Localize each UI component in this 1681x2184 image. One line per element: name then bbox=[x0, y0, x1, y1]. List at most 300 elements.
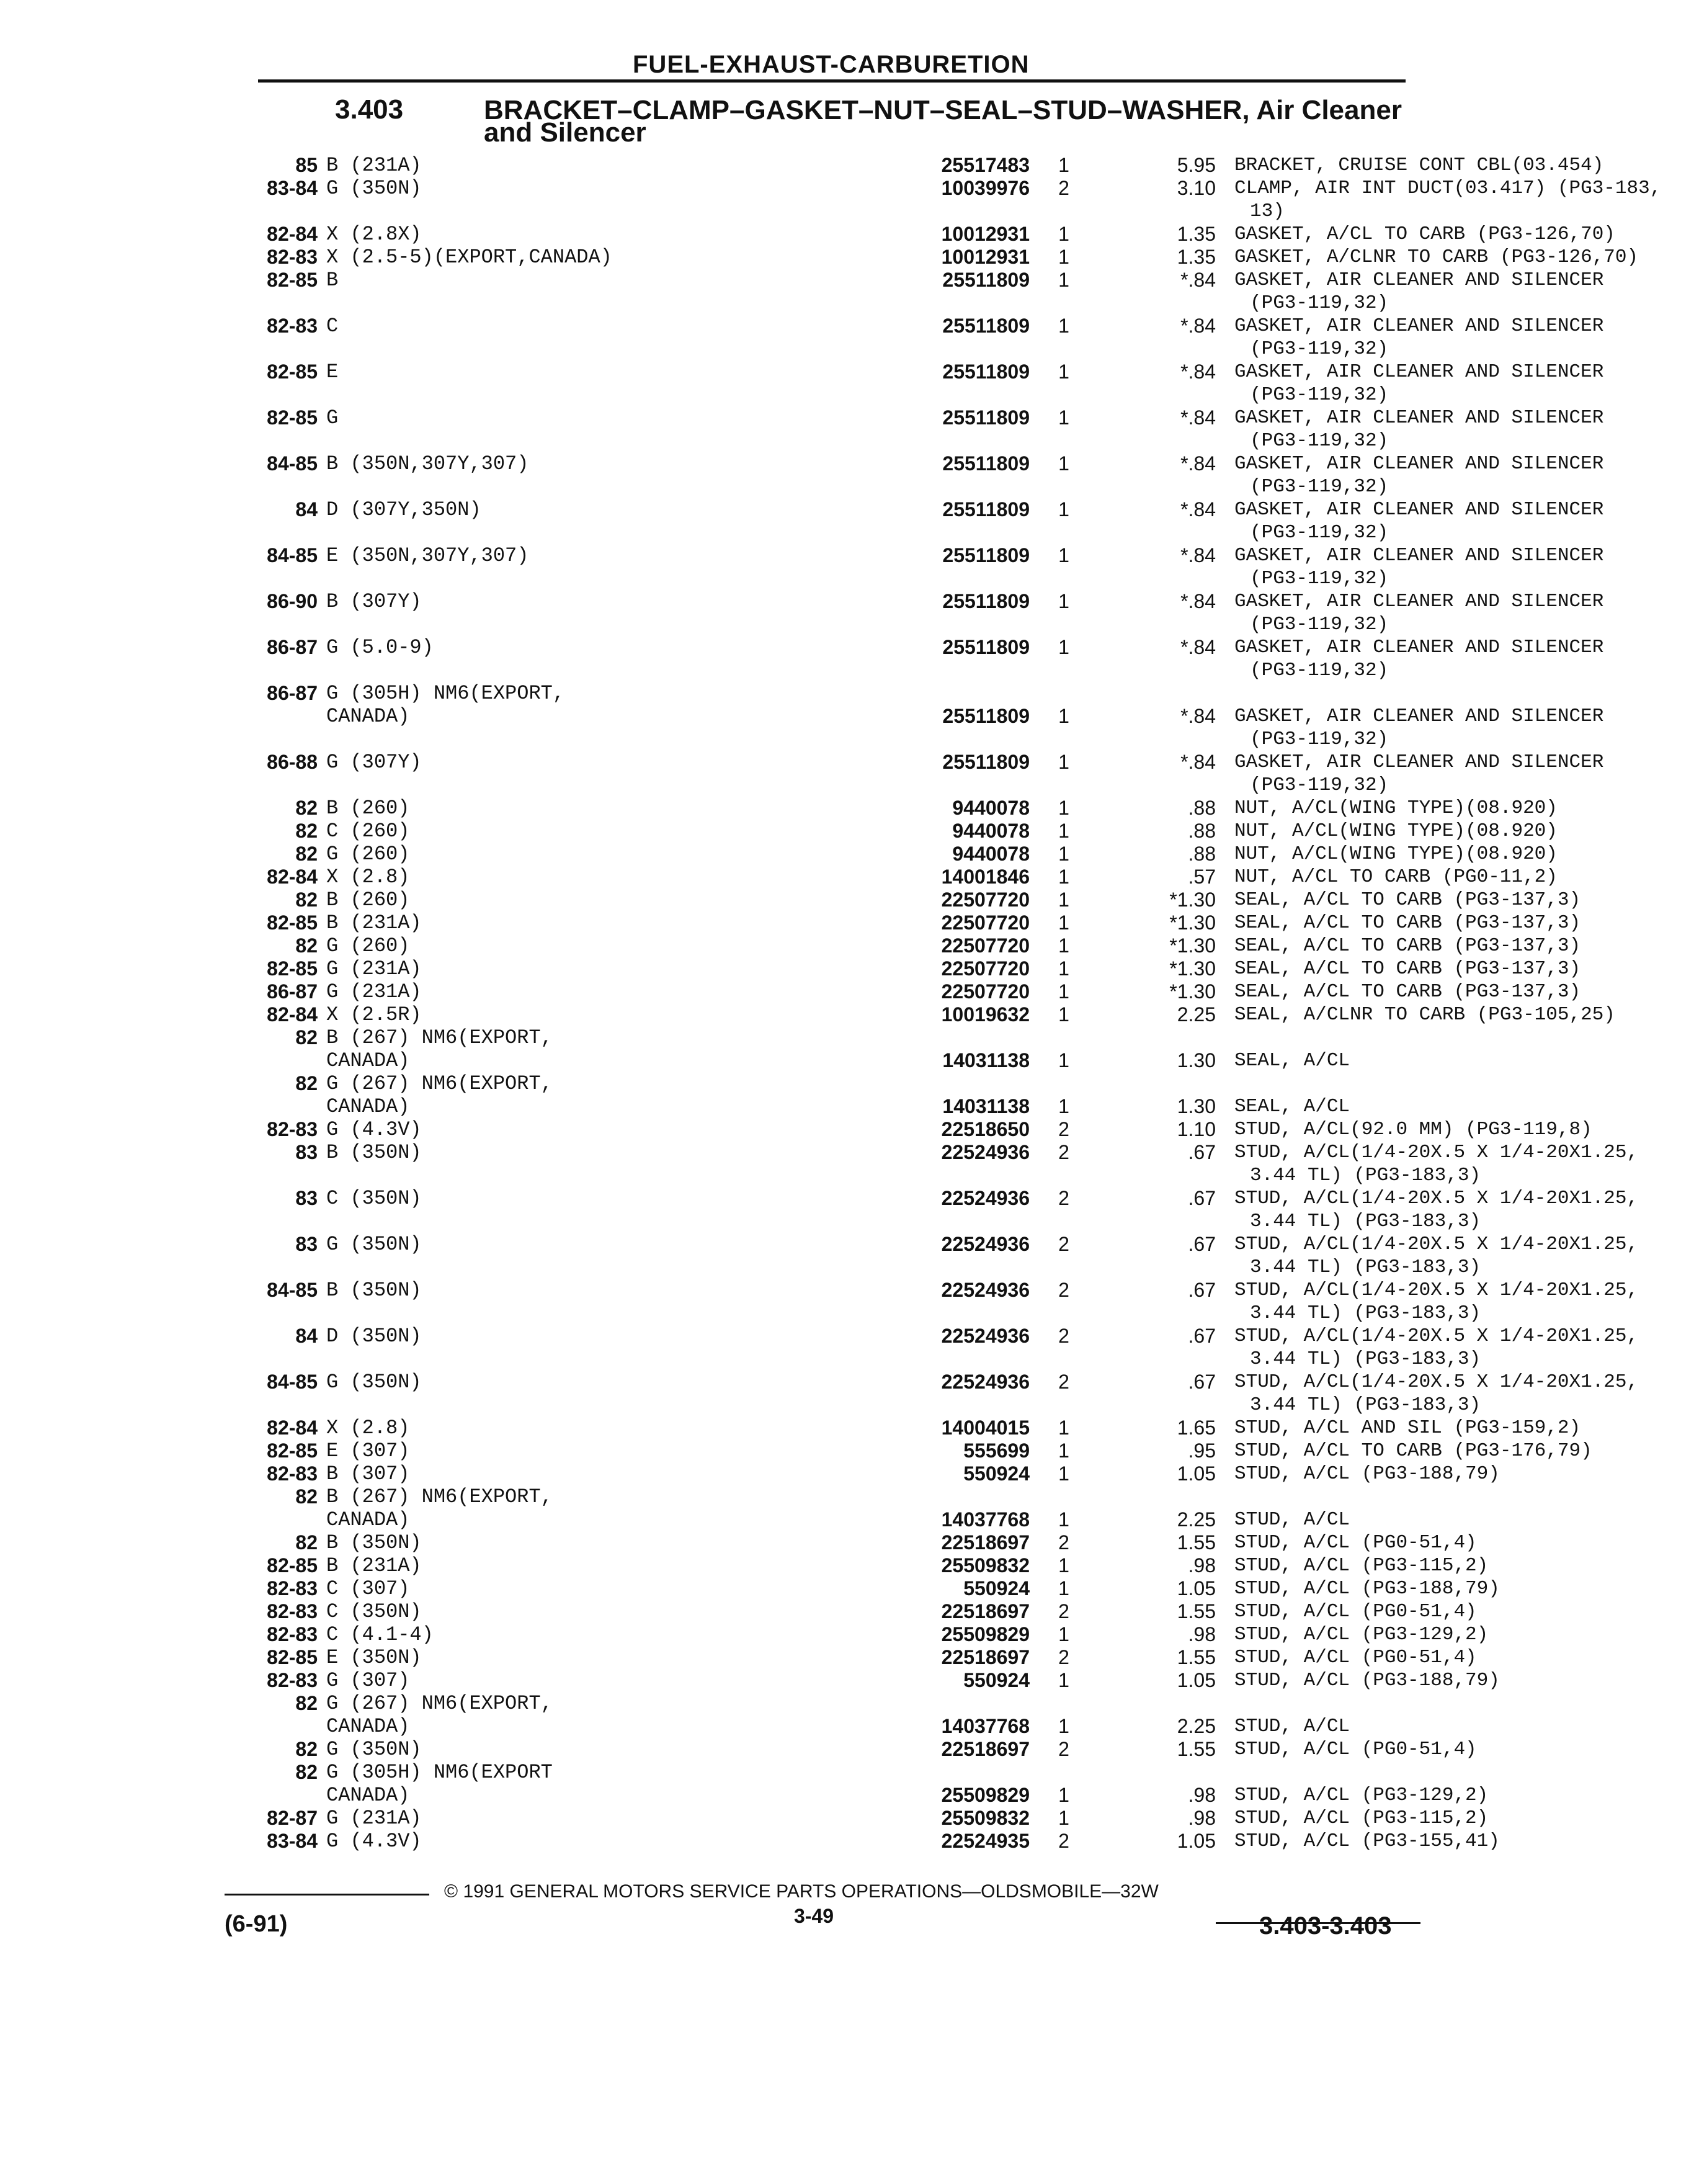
row-price: 1.05 bbox=[1177, 1830, 1216, 1852]
row-price: .98 bbox=[1188, 1807, 1216, 1829]
row-quantity: 1 bbox=[1058, 498, 1069, 521]
row-price: .88 bbox=[1188, 797, 1216, 819]
row-description: STUD, A/CL (PG3-188,79) bbox=[1234, 1670, 1500, 1691]
row-price: 1.55 bbox=[1177, 1531, 1216, 1554]
row-model: B (260) bbox=[326, 797, 410, 820]
row-model: C (260) bbox=[326, 820, 410, 843]
row-description: NUT, A/CL TO CARB (PG0-11,2) bbox=[1234, 866, 1558, 888]
row-part-number: 22524936 bbox=[941, 1371, 1030, 1393]
row-part-number: 10012931 bbox=[941, 223, 1030, 245]
row-part-number: 25509829 bbox=[941, 1623, 1030, 1645]
row-part-number: 22518697 bbox=[941, 1738, 1030, 1760]
row-quantity: 1 bbox=[1058, 1416, 1069, 1439]
row-model: B (307Y) bbox=[326, 590, 422, 613]
row-price: *.84 bbox=[1180, 751, 1216, 773]
row-part-number: 25511809 bbox=[942, 269, 1030, 291]
row-quantity: 1 bbox=[1058, 957, 1069, 980]
row-year: 82 bbox=[295, 843, 318, 865]
row-price: *1.30 bbox=[1169, 980, 1216, 1003]
row-description-continued: (PG3-119,32) bbox=[1250, 774, 1389, 796]
row-description: STUD, A/CL(1/4-20X.5 X 1/4-20X1.25, bbox=[1234, 1188, 1639, 1209]
row-part-number: 22507720 bbox=[941, 980, 1030, 1003]
row-year: 82-83 bbox=[267, 1462, 318, 1485]
row-quantity: 2 bbox=[1058, 1141, 1069, 1163]
row-description: SEAL, A/CL TO CARB (PG3-137,3) bbox=[1234, 935, 1581, 957]
row-year: 82-85 bbox=[267, 406, 318, 429]
parts-row bbox=[248, 957, 1581, 980]
row-part-number: 25511809 bbox=[942, 360, 1030, 383]
row-price: 3.10 bbox=[1177, 177, 1216, 199]
row-part-number: 25509832 bbox=[941, 1807, 1030, 1829]
row-year: 82-85 bbox=[267, 269, 318, 291]
row-year: 84-85 bbox=[267, 1371, 318, 1393]
row-quantity: 1 bbox=[1058, 1439, 1069, 1462]
row-description: GASKET, AIR CLEANER AND SILENCER bbox=[1234, 545, 1604, 566]
parts-row bbox=[248, 1049, 1427, 1072]
row-price: 1.05 bbox=[1177, 1577, 1216, 1600]
parts-row bbox=[248, 1095, 1427, 1118]
parts-row bbox=[248, 911, 1581, 934]
row-model: G (231A) bbox=[326, 957, 422, 980]
row-part-number: 22518697 bbox=[941, 1646, 1030, 1668]
parts-row bbox=[248, 590, 1604, 636]
row-description: STUD, A/CL bbox=[1234, 1716, 1350, 1737]
row-quantity: 2 bbox=[1058, 1325, 1069, 1347]
row-quantity: 1 bbox=[1058, 1623, 1069, 1645]
row-part-number: 22524936 bbox=[941, 1141, 1030, 1163]
row-part-number: 25509829 bbox=[941, 1784, 1030, 1806]
row-price: *.84 bbox=[1180, 406, 1216, 429]
row-quantity: 1 bbox=[1058, 154, 1069, 176]
row-part-number: 10039976 bbox=[941, 177, 1030, 199]
row-year: 82-87 bbox=[267, 1807, 318, 1829]
parts-row bbox=[248, 1233, 1639, 1279]
row-model: G (305H) NM6(EXPORT, bbox=[326, 682, 565, 705]
row-model: X (2.8) bbox=[326, 866, 410, 888]
row-price: .88 bbox=[1188, 843, 1216, 865]
row-price: *.84 bbox=[1180, 544, 1216, 566]
parts-row bbox=[248, 1416, 1581, 1439]
parts-row bbox=[248, 315, 1604, 360]
row-model: G (4.3V) bbox=[326, 1830, 422, 1853]
row-price: *1.30 bbox=[1169, 911, 1216, 934]
row-quantity: 1 bbox=[1058, 797, 1069, 819]
parts-row bbox=[248, 820, 1558, 843]
row-description: GASKET, AIR CLEANER AND SILENCER bbox=[1234, 499, 1604, 521]
row-part-number: 14037768 bbox=[941, 1715, 1030, 1737]
row-model: G (307Y) bbox=[326, 751, 422, 774]
row-description-continued: (PG3-119,32) bbox=[1250, 660, 1389, 681]
row-description: STUD, A/CL(1/4-20X.5 X 1/4-20X1.25, bbox=[1234, 1279, 1639, 1301]
row-price: 2.25 bbox=[1177, 1003, 1216, 1026]
row-year: 82 bbox=[295, 934, 318, 957]
footer-rule-left bbox=[225, 1894, 429, 1895]
row-quantity: 1 bbox=[1058, 1577, 1069, 1600]
row-year: 84 bbox=[295, 1325, 318, 1347]
row-price: 1.10 bbox=[1177, 1118, 1216, 1140]
parts-row bbox=[248, 223, 1615, 246]
row-quantity: 2 bbox=[1058, 1600, 1069, 1622]
row-description: STUD, A/CL (PG3-188,79) bbox=[1234, 1578, 1500, 1600]
row-price: 1.35 bbox=[1177, 246, 1216, 268]
row-description: SEAL, A/CL bbox=[1234, 1050, 1350, 1072]
row-description: GASKET, AIR CLEANER AND SILENCER bbox=[1234, 705, 1604, 727]
row-price: .67 bbox=[1188, 1187, 1216, 1209]
parts-row bbox=[248, 360, 1604, 406]
row-part-number: 550924 bbox=[963, 1577, 1030, 1600]
parts-row bbox=[248, 866, 1558, 888]
row-price: *.84 bbox=[1180, 360, 1216, 383]
row-year: 82-84 bbox=[267, 1416, 318, 1439]
row-description-continued: 3.44 TL) (PG3-183,3) bbox=[1250, 1302, 1481, 1324]
row-model: G (5.0-9) bbox=[326, 636, 434, 659]
row-model: CANADA) bbox=[326, 1508, 410, 1531]
row-quantity: 2 bbox=[1058, 1279, 1069, 1301]
row-description: SEAL, A/CL TO CARB (PG3-137,3) bbox=[1234, 981, 1581, 1003]
row-description-continued: (PG3-119,32) bbox=[1250, 728, 1389, 750]
row-year: 82 bbox=[295, 820, 318, 842]
row-description: GASKET, A/CLNR TO CARB (PG3-126,70) bbox=[1234, 246, 1639, 268]
row-description-continued: 3.44 TL) (PG3-183,3) bbox=[1250, 1165, 1481, 1186]
row-quantity: 1 bbox=[1058, 315, 1069, 337]
row-part-number: 14037768 bbox=[941, 1508, 1030, 1531]
row-model: B (307) bbox=[326, 1462, 410, 1485]
row-price: .67 bbox=[1188, 1233, 1216, 1255]
row-part-number: 550924 bbox=[963, 1669, 1030, 1691]
row-year: 83 bbox=[295, 1187, 318, 1209]
row-year: 85 bbox=[295, 154, 318, 176]
row-description: STUD, A/CL(1/4-20X.5 X 1/4-20X1.25, bbox=[1234, 1371, 1639, 1393]
row-quantity: 2 bbox=[1058, 177, 1069, 199]
row-description-continued: 3.44 TL) (PG3-183,3) bbox=[1250, 1348, 1481, 1370]
parts-row bbox=[248, 888, 1581, 911]
row-model: G (350N) bbox=[326, 1233, 422, 1256]
row-year: 86-90 bbox=[267, 590, 318, 612]
row-quantity: 2 bbox=[1058, 1187, 1069, 1209]
row-price: 2.25 bbox=[1177, 1508, 1216, 1531]
parts-row bbox=[248, 1187, 1639, 1233]
parts-row bbox=[248, 1118, 1592, 1141]
row-year: 82-83 bbox=[267, 315, 318, 337]
row-description: STUD, A/CL (PG0-51,4) bbox=[1234, 1532, 1477, 1554]
row-year: 82-85 bbox=[267, 957, 318, 980]
header-rule bbox=[258, 79, 1406, 83]
row-part-number: 22507720 bbox=[941, 888, 1030, 911]
row-part-number: 9440078 bbox=[952, 820, 1030, 842]
row-year: 82 bbox=[295, 1761, 318, 1783]
row-model: C (350N) bbox=[326, 1187, 422, 1210]
row-model: CANADA) bbox=[326, 1095, 410, 1118]
row-part-number: 10012931 bbox=[941, 246, 1030, 268]
row-model: G (350N) bbox=[326, 1371, 422, 1394]
row-description: STUD, A/CL(1/4-20X.5 X 1/4-20X1.25, bbox=[1234, 1142, 1639, 1163]
row-description: STUD, A/CL (PG3-115,2) bbox=[1234, 1555, 1489, 1577]
row-year: 84-85 bbox=[267, 452, 318, 475]
row-quantity: 1 bbox=[1058, 452, 1069, 475]
parts-row bbox=[248, 1669, 1500, 1692]
parts-row bbox=[248, 177, 1662, 223]
row-part-number: 25511809 bbox=[942, 636, 1030, 658]
parts-row bbox=[248, 1439, 1592, 1462]
parts-row bbox=[248, 1600, 1477, 1623]
row-description: STUD, A/CL (PG3-155,41) bbox=[1234, 1830, 1500, 1852]
row-model: B (260) bbox=[326, 888, 410, 911]
parts-row bbox=[248, 154, 1604, 177]
row-quantity: 1 bbox=[1058, 1095, 1069, 1117]
page-number: 3-49 bbox=[794, 1905, 834, 1927]
row-model: G (350N) bbox=[326, 1738, 422, 1761]
row-model: D (307Y,350N) bbox=[326, 498, 481, 521]
row-price: 1.30 bbox=[1177, 1049, 1216, 1072]
row-year: 84-85 bbox=[267, 544, 318, 566]
row-price: 1.55 bbox=[1177, 1600, 1216, 1622]
parts-row bbox=[248, 1554, 1489, 1577]
row-description-continued: (PG3-119,32) bbox=[1250, 384, 1389, 406]
row-description: SEAL, A/CLNR TO CARB (PG3-105,25) bbox=[1234, 1004, 1615, 1026]
row-part-number: 25511809 bbox=[942, 544, 1030, 566]
row-price: .67 bbox=[1188, 1141, 1216, 1163]
row-year: 84 bbox=[295, 498, 318, 521]
row-model: G (231A) bbox=[326, 980, 422, 1003]
row-price: .98 bbox=[1188, 1554, 1216, 1577]
row-year: 82-84 bbox=[267, 866, 318, 888]
row-quantity: 1 bbox=[1058, 751, 1069, 773]
row-part-number: 10019632 bbox=[941, 1003, 1030, 1026]
row-price: *.84 bbox=[1180, 315, 1216, 337]
row-part-number: 9440078 bbox=[952, 797, 1030, 819]
row-price: .88 bbox=[1188, 820, 1216, 842]
parts-row bbox=[248, 1738, 1477, 1761]
row-description-continued: (PG3-119,32) bbox=[1250, 292, 1389, 314]
parts-row bbox=[248, 1279, 1639, 1325]
row-description: SEAL, A/CL TO CARB (PG3-137,3) bbox=[1234, 958, 1581, 980]
row-price: .57 bbox=[1188, 866, 1216, 888]
parts-row bbox=[248, 1623, 1489, 1646]
row-quantity: 1 bbox=[1058, 1462, 1069, 1485]
row-price: .98 bbox=[1188, 1623, 1216, 1645]
row-year: 82-83 bbox=[267, 246, 318, 268]
section-range: 3.403-3.403 bbox=[1259, 1912, 1392, 1940]
row-model: E (350N) bbox=[326, 1646, 422, 1669]
row-price: 1.65 bbox=[1177, 1416, 1216, 1439]
row-year: 83-84 bbox=[267, 1830, 318, 1852]
row-year: 82-84 bbox=[267, 223, 318, 245]
row-description: NUT, A/CL(WING TYPE)(08.920) bbox=[1234, 820, 1558, 842]
row-quantity: 1 bbox=[1058, 590, 1069, 612]
row-model: E (307) bbox=[326, 1439, 410, 1462]
row-description-continued: (PG3-119,32) bbox=[1250, 476, 1389, 498]
parts-row bbox=[248, 1761, 1427, 1784]
row-year: 86-88 bbox=[267, 751, 318, 773]
row-year: 83-84 bbox=[267, 177, 318, 199]
row-description: STUD, A/CL (PG3-115,2) bbox=[1234, 1807, 1489, 1829]
row-model: E (350N,307Y,307) bbox=[326, 544, 529, 567]
parts-row bbox=[248, 980, 1581, 1003]
row-description: NUT, A/CL(WING TYPE)(08.920) bbox=[1234, 797, 1558, 819]
row-description: GASKET, AIR CLEANER AND SILENCER bbox=[1234, 637, 1604, 658]
row-quantity: 1 bbox=[1058, 1049, 1069, 1072]
row-model: B (231A) bbox=[326, 911, 422, 934]
row-year: 82-83 bbox=[267, 1577, 318, 1600]
row-part-number: 14031138 bbox=[942, 1049, 1030, 1072]
parts-row bbox=[248, 269, 1604, 315]
row-price: *.84 bbox=[1180, 452, 1216, 475]
parts-row bbox=[248, 452, 1604, 498]
row-quantity: 1 bbox=[1058, 1807, 1069, 1829]
row-price: *1.30 bbox=[1169, 888, 1216, 911]
row-price: 1.05 bbox=[1177, 1669, 1216, 1691]
section-number: 3.403 bbox=[335, 94, 404, 125]
row-description: STUD, A/CL TO CARB (PG3-176,79) bbox=[1234, 1440, 1592, 1462]
row-quantity: 2 bbox=[1058, 1531, 1069, 1554]
row-quantity: 1 bbox=[1058, 360, 1069, 383]
parts-row bbox=[248, 1692, 1427, 1715]
parts-list bbox=[248, 154, 1662, 1891]
row-description: NUT, A/CL(WING TYPE)(08.920) bbox=[1234, 843, 1558, 865]
row-model: G (4.3V) bbox=[326, 1118, 422, 1141]
parts-row bbox=[248, 498, 1604, 544]
row-model: G (267) NM6(EXPORT, bbox=[326, 1692, 553, 1715]
row-part-number: 22507720 bbox=[941, 957, 1030, 980]
row-model: B (231A) bbox=[326, 154, 422, 177]
row-model: X (2.8X) bbox=[326, 223, 422, 246]
row-description: STUD, A/CL(1/4-20X.5 X 1/4-20X1.25, bbox=[1234, 1233, 1639, 1255]
row-price: *.84 bbox=[1180, 498, 1216, 521]
row-year: 84-85 bbox=[267, 1279, 318, 1301]
row-description: SEAL, A/CL bbox=[1234, 1096, 1350, 1117]
parts-row bbox=[248, 682, 1427, 705]
row-model: B (231A) bbox=[326, 1554, 422, 1577]
row-price: *.84 bbox=[1180, 269, 1216, 291]
row-model: G (307) bbox=[326, 1669, 410, 1692]
parts-row bbox=[248, 1577, 1500, 1600]
row-part-number: 14001846 bbox=[941, 866, 1030, 888]
row-model: B (350N,307Y,307) bbox=[326, 452, 529, 475]
row-year: 82-85 bbox=[267, 911, 318, 934]
parts-row bbox=[248, 1026, 1427, 1049]
row-part-number: 25509832 bbox=[941, 1554, 1030, 1577]
row-model: G bbox=[326, 406, 339, 429]
row-year: 82-85 bbox=[267, 1439, 318, 1462]
row-quantity: 2 bbox=[1058, 1830, 1069, 1852]
row-description-continued: (PG3-119,32) bbox=[1250, 430, 1389, 452]
parts-row bbox=[248, 1531, 1477, 1554]
row-year: 82 bbox=[295, 888, 318, 911]
row-description-continued: 3.44 TL) (PG3-183,3) bbox=[1250, 1211, 1481, 1232]
row-year: 82-85 bbox=[267, 360, 318, 383]
parts-row bbox=[248, 843, 1558, 866]
row-part-number: 22507720 bbox=[941, 934, 1030, 957]
row-year: 82 bbox=[295, 797, 318, 819]
row-part-number: 22524935 bbox=[941, 1830, 1030, 1852]
parts-row bbox=[248, 705, 1604, 751]
row-year: 82-83 bbox=[267, 1669, 318, 1691]
section-title: BRACKET–CLAMP–GASKET–NUT–SEAL–STUD–WASHER, Air Cleaner and Silencer bbox=[484, 95, 1402, 148]
row-description-continued: (PG3-119,32) bbox=[1250, 614, 1389, 635]
parts-row bbox=[248, 1485, 1427, 1508]
row-quantity: 1 bbox=[1058, 820, 1069, 842]
parts-row bbox=[248, 1072, 1427, 1095]
row-price: *.84 bbox=[1180, 590, 1216, 612]
row-description-continued: (PG3-119,32) bbox=[1250, 338, 1389, 360]
row-year: 82 bbox=[295, 1026, 318, 1049]
row-description-continued: 13) bbox=[1250, 200, 1285, 222]
row-model: B (350N) bbox=[326, 1531, 422, 1554]
row-quantity: 1 bbox=[1058, 1784, 1069, 1806]
row-model: B bbox=[326, 269, 339, 292]
row-model: B (350N) bbox=[326, 1279, 422, 1302]
row-description: STUD, A/CL (PG0-51,4) bbox=[1234, 1647, 1477, 1668]
row-price: 1.30 bbox=[1177, 1095, 1216, 1117]
row-year: 83 bbox=[295, 1233, 318, 1255]
row-description: GASKET, AIR CLEANER AND SILENCER bbox=[1234, 407, 1604, 429]
row-price: 5.95 bbox=[1177, 154, 1216, 176]
row-description: SEAL, A/CL TO CARB (PG3-137,3) bbox=[1234, 889, 1581, 911]
row-year: 82 bbox=[295, 1692, 318, 1714]
row-year: 82-85 bbox=[267, 1646, 318, 1668]
row-quantity: 1 bbox=[1058, 1669, 1069, 1691]
row-price: .67 bbox=[1188, 1371, 1216, 1393]
row-year: 83 bbox=[295, 1141, 318, 1163]
row-quantity: 1 bbox=[1058, 544, 1069, 566]
parts-row bbox=[248, 544, 1604, 590]
row-part-number: 550924 bbox=[963, 1462, 1030, 1485]
row-model: E bbox=[326, 360, 339, 383]
row-quantity: 1 bbox=[1058, 1715, 1069, 1737]
row-quantity: 1 bbox=[1058, 980, 1069, 1003]
row-model: G (260) bbox=[326, 934, 410, 957]
row-part-number: 25517483 bbox=[941, 154, 1030, 176]
copyright-line: © 1991 GENERAL MOTORS SERVICE PARTS OPERATIONS—OLDSMOBILE—32W bbox=[444, 1881, 1159, 1902]
row-year: 82-83 bbox=[267, 1600, 318, 1622]
row-model: B (350N) bbox=[326, 1141, 422, 1164]
row-year: 86-87 bbox=[267, 682, 318, 704]
row-quantity: 1 bbox=[1058, 1508, 1069, 1531]
row-description-continued: (PG3-119,32) bbox=[1250, 568, 1389, 589]
row-description: STUD, A/CL AND SIL (PG3-159,2) bbox=[1234, 1417, 1581, 1439]
parts-row bbox=[248, 1646, 1477, 1669]
row-quantity: 2 bbox=[1058, 1738, 1069, 1760]
row-part-number: 22518697 bbox=[941, 1531, 1030, 1554]
row-description-continued: (PG3-119,32) bbox=[1250, 522, 1389, 544]
row-year: 82 bbox=[295, 1531, 318, 1554]
row-model: G (350N) bbox=[326, 177, 422, 200]
row-price: *1.30 bbox=[1169, 957, 1216, 980]
row-quantity: 2 bbox=[1058, 1646, 1069, 1668]
row-price: 1.35 bbox=[1177, 223, 1216, 245]
parts-row bbox=[248, 797, 1558, 820]
row-model: X (2.5R) bbox=[326, 1003, 422, 1026]
row-quantity: 2 bbox=[1058, 1118, 1069, 1140]
row-price: .67 bbox=[1188, 1325, 1216, 1347]
row-model: G (267) NM6(EXPORT, bbox=[326, 1072, 553, 1095]
row-quantity: 1 bbox=[1058, 1554, 1069, 1577]
parts-row bbox=[248, 751, 1604, 797]
row-model: X (2.8) bbox=[326, 1416, 410, 1439]
row-quantity: 1 bbox=[1058, 1003, 1069, 1026]
row-price: 2.25 bbox=[1177, 1715, 1216, 1737]
row-part-number: 25511809 bbox=[942, 751, 1030, 773]
row-description-continued: 3.44 TL) (PG3-183,3) bbox=[1250, 1394, 1481, 1416]
row-description: GASKET, A/CL TO CARB (PG3-126,70) bbox=[1234, 223, 1615, 245]
parts-row bbox=[248, 1508, 1427, 1531]
row-quantity: 1 bbox=[1058, 636, 1069, 658]
parts-row bbox=[248, 1830, 1500, 1853]
row-description: STUD, A/CL (PG0-51,4) bbox=[1234, 1739, 1477, 1760]
row-part-number: 25511809 bbox=[942, 498, 1030, 521]
parts-row bbox=[248, 406, 1604, 452]
row-description: STUD, A/CL bbox=[1234, 1509, 1350, 1531]
